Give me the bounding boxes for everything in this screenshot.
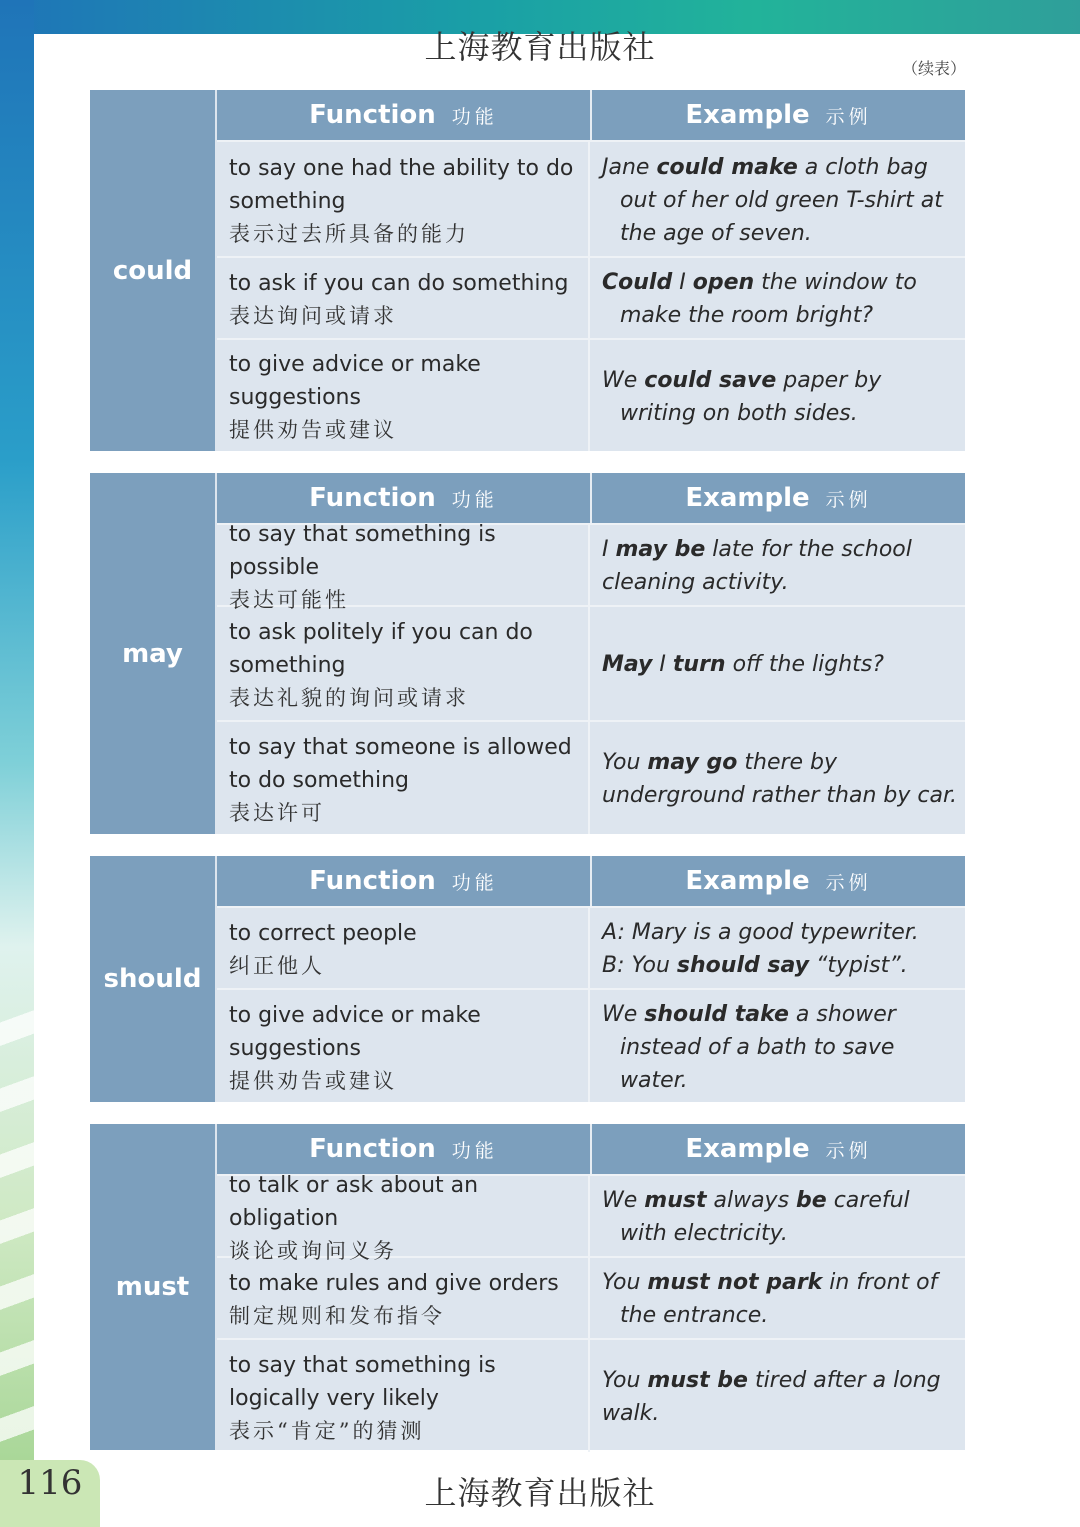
example-text: You must not park in front of the entrance. [602, 1270, 938, 1328]
modal-verb-highlight: be [796, 1188, 827, 1213]
modal-verb-highlight: should say [676, 953, 810, 978]
function-en: to ask politely if you can do something [229, 620, 533, 678]
function-cell [217, 1172, 590, 1263]
function-header [217, 90, 592, 140]
example-header-cn: 示例 [825, 871, 872, 894]
modal-verb-highlight: could make [656, 154, 798, 180]
header-row [217, 1124, 965, 1174]
function-cell [217, 1258, 590, 1338]
function-cn: 纠正他人 [229, 954, 325, 978]
function-en: to give advice or make suggestions [229, 352, 481, 410]
function-cn: 表达可能性 [229, 587, 349, 612]
function-en: to say that something is possible [229, 521, 496, 580]
modal-verb-highlight: should take [644, 1001, 789, 1027]
example-cell [590, 340, 965, 451]
page-number: 116 [17, 1463, 83, 1503]
table-row [217, 256, 965, 338]
modal-verb-highlight: may go [647, 750, 738, 775]
function-header-cn: 功能 [451, 1139, 498, 1162]
function-cell [217, 908, 590, 988]
example-text: Jane could make a cloth bag out of her old green T-shirt at the age of seven. [602, 154, 943, 246]
function-cn: 制定规则和发布指令 [229, 1304, 445, 1328]
example-text: You must be tired after a long walk. [602, 1368, 941, 1426]
verb-label: could [90, 90, 215, 451]
function-header-en: Function [309, 100, 436, 130]
modal-verb-highlight: could save [644, 367, 777, 393]
function-cell [217, 722, 590, 834]
block-could [90, 90, 965, 451]
function-cn: 谈论或询问义务 [229, 1238, 397, 1263]
example-header-cn: 示例 [825, 488, 872, 511]
example-header-en: Example [685, 866, 810, 896]
example-cell [590, 258, 965, 338]
modal-verb-highlight: Could [602, 270, 673, 295]
function-cell [217, 258, 590, 338]
example-text: We must always be careful with electricity. [602, 1188, 910, 1246]
function-header-en: Function [309, 866, 436, 896]
function-header-cn: 功能 [451, 105, 498, 128]
modal-verb-highlight: must [644, 1188, 707, 1213]
function-en: to give advice or make suggestions [229, 1002, 481, 1061]
example-header-en: Example [685, 483, 810, 513]
function-cn: 表示过去所具备的能力 [229, 221, 469, 246]
example-cell [590, 1340, 965, 1452]
function-cn: 表达询问或请求 [229, 304, 397, 328]
function-cn: 提供劝告或建议 [229, 418, 397, 442]
header-row [217, 473, 965, 523]
usage-table [217, 856, 965, 1102]
usage-table [217, 1124, 965, 1452]
function-cn: 表示“肯定”的猜测 [229, 1418, 425, 1443]
table-row [217, 1338, 965, 1452]
function-en: to say one had the ability to do something [229, 155, 574, 214]
example-cell [590, 1176, 965, 1256]
function-header-en: Function [309, 483, 436, 513]
example-header [592, 90, 965, 140]
table-row [217, 906, 965, 988]
table-row [217, 720, 965, 834]
function-header [217, 856, 592, 906]
example-header-cn: 示例 [825, 105, 872, 128]
function-cell [217, 607, 590, 720]
function-en: to say that something is logically very likely [229, 1352, 496, 1411]
table-row [217, 338, 965, 451]
example-text: We should take a shower instead of a bath to save water. [602, 1001, 896, 1093]
function-cell [217, 340, 590, 451]
verb-label: may [90, 473, 215, 834]
left-stripe-decoration [0, 980, 34, 1450]
example-cell [590, 1258, 965, 1338]
table-row [217, 1256, 965, 1338]
function-en: to ask if you can do something [229, 271, 569, 296]
header-row [217, 856, 965, 906]
table-row [217, 988, 965, 1102]
example-text: We could save paper by writing on both sides. [602, 367, 882, 426]
continued-label: （续表） [901, 59, 966, 78]
example-header-cn: 示例 [825, 1139, 872, 1162]
usage-table [217, 90, 965, 451]
function-en: to make rules and give orders [229, 1271, 559, 1296]
verb-label: must [90, 1124, 215, 1450]
modal-verb-highlight: open [692, 270, 755, 295]
table-row [217, 521, 965, 612]
example-header [592, 1124, 965, 1174]
modal-verb-highlight: may be [615, 537, 706, 562]
example-cell [590, 142, 965, 256]
function-header [217, 1124, 592, 1174]
usage-table [217, 473, 965, 834]
example-header [592, 856, 965, 906]
block-may [90, 473, 965, 834]
example-text: A: Mary is a good typewriter. B: You should say “typist”. [602, 920, 919, 978]
example-text: Could I open the window to make the room bright? [602, 270, 917, 328]
function-cell [217, 1340, 590, 1452]
table-row [217, 140, 965, 256]
header-publisher: 上海教育出版社 [424, 28, 656, 66]
function-cell [217, 142, 590, 256]
function-cn: 表达许可 [229, 800, 325, 825]
function-cn: 表达礼貌的询问或请求 [229, 686, 469, 710]
example-header-en: Example [685, 100, 810, 130]
function-cell [217, 521, 590, 612]
table-row [217, 605, 965, 720]
modal-verb-highlight: must be [647, 1368, 748, 1393]
example-text: You may go there by underground rather than by car. [602, 750, 957, 808]
example-cell [590, 908, 965, 988]
example-cell [590, 990, 965, 1102]
modal-verb-highlight: turn [672, 652, 726, 677]
function-header-en: Function [309, 1134, 436, 1164]
modal-verb-highlight: May [602, 652, 653, 677]
function-en: to say that someone is allowed to do something [229, 734, 572, 793]
example-text: I may be late for the school cleaning activity. [602, 537, 912, 595]
example-text: May I turn off the lights? [602, 652, 884, 677]
function-cell [217, 990, 590, 1102]
example-cell [590, 607, 965, 720]
function-en: to talk or ask about an obligation [229, 1172, 479, 1231]
block-should [90, 856, 965, 1102]
example-header [592, 473, 965, 523]
function-header [217, 473, 592, 523]
table-row [217, 1172, 965, 1263]
example-cell [590, 525, 965, 605]
verb-label: should [90, 856, 215, 1102]
example-header-en: Example [685, 1134, 810, 1164]
header-row [217, 90, 965, 140]
example-cell [590, 722, 965, 834]
function-en: to correct people [229, 921, 417, 946]
function-cn: 提供劝告或建议 [229, 1068, 397, 1093]
block-must [90, 1124, 965, 1450]
function-header-cn: 功能 [451, 871, 498, 894]
modal-verb-highlight: must not park [647, 1270, 823, 1295]
footer-publisher: 上海教育出版社 [424, 1474, 656, 1512]
function-header-cn: 功能 [451, 488, 498, 511]
